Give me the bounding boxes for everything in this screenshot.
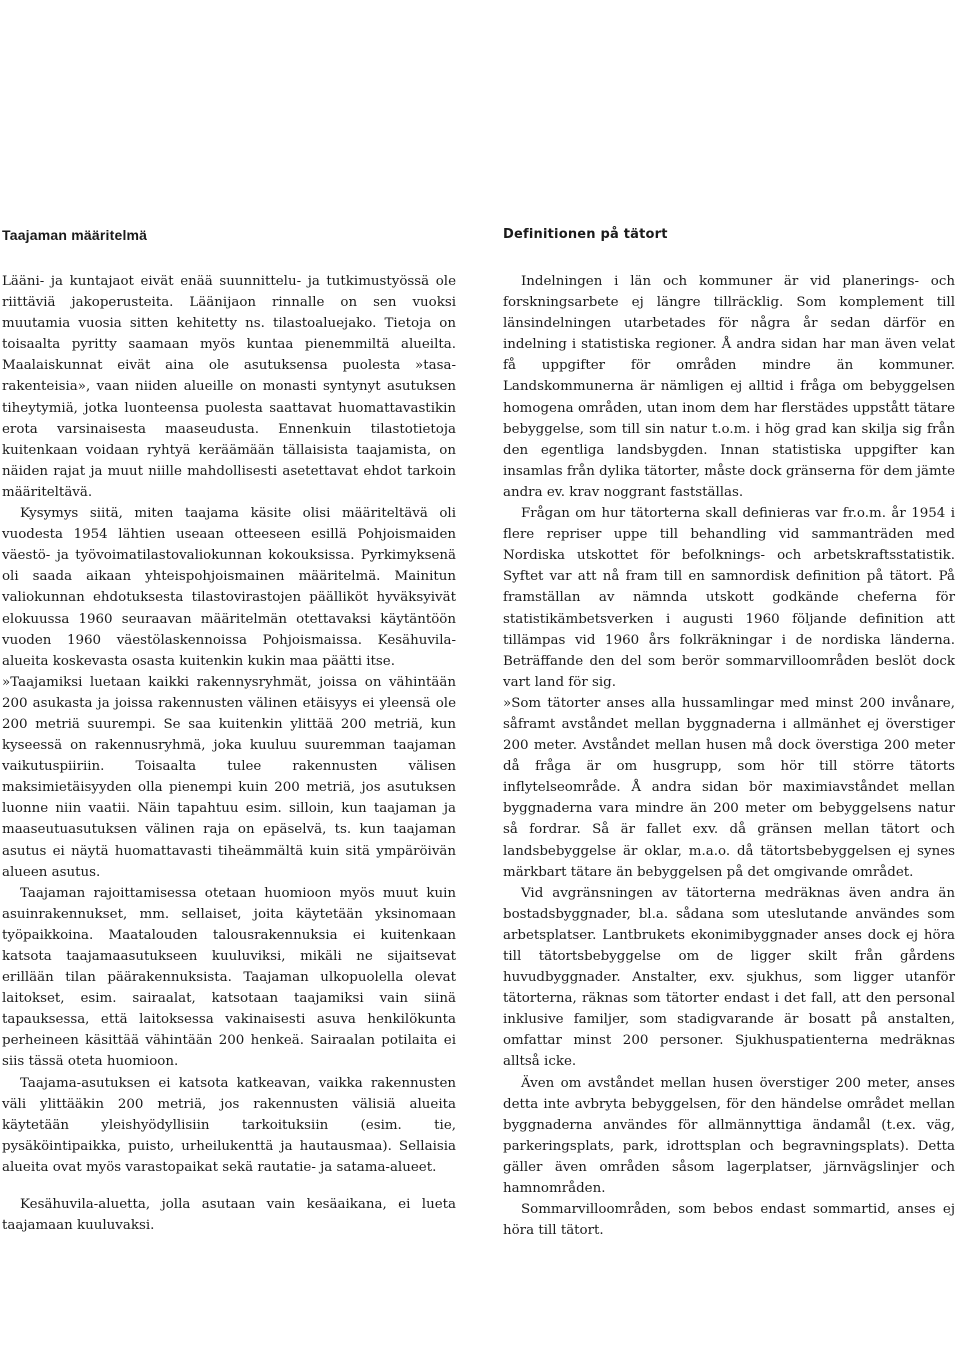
finnish-column — [2, 226, 456, 1236]
swedish-paragraph-6: Sommarvilloområden, som bebos endast sommartid, anses ej höra till tätort. — [503, 1202, 955, 1239]
swedish-paragraph-1: Indelningen i län och kommuner är vid planerings- och forskningsarbete ej längre tillräcklig. Som komplement till länsindelningen utarbetades för några år sedan därför en indelning i statistiska regioner. Å andra sidan har man även velat få uppgifter för områden mindre än kommuner. Landskommunerna är nämligen ej alltid i fråga om bebyggelsen homogena områden, utan inom dem har flerstädes uppstått tätare bebyggelse, som till sin natur t.o.m. i hög grad kan skilja sig från den egentliga landsbygden. Innan statistiska uppgifter kan insamlas från dylika tätorter, måste dock gränserna för dem jämte andra ev. krav noggrant fastställas. — [503, 274, 955, 500]
swedish-paragraph-4: Vid avgränsningen av tätorterna medräknas även andra än bostadsbyggnader, bl.a. sådana som uteslutande användes som arbetsplatser. Lantbrukets ekonimibyggnader anses dock ej höra till tätortsbebyggelse om de ligger skilt från gårdens huvudbyggnader. Anstalter, exv. sjukhus, som ligger utanför tätorterna, räknas som tätorter endast i det fall, att den personal inklusive familjer, som stadigvarande är bosatt på anstalten, omfattar minst 200 personer. Sjukhuspatienterna medräknas alltså icke. — [503, 885, 955, 1070]
swedish-column — [503, 226, 955, 1241]
finnish-heading: Taajaman määritelmä — [2, 227, 148, 243]
swedish-paragraph-3: »Som tätorter anses alla hussamlingar med minst 200 invånare, såframt avståndet mellan byggnaderna i allmänhet ej överstiger 200 meter. Avståndet mellan husen må dock överstiga 200 meter då fråga är om husgrupp, som hör till större tätorts inflytelseområde. Å andra sidan bör maximiavståndet mellan byggnaderna vara mindre än 200 meter om bebyggelsens natur så fordrar. Så är fallet exv. då gränsen mellan tätort och landsbebyggelse är oklar, m.a.o. då tätortsbebyggelsen ej synes märkbart tätare än bebyggelsen på det omgivande området. — [503, 695, 955, 880]
swedish-heading: Definitionen på tätort — [503, 227, 668, 242]
finnish-paragraph-5: Taajama-asutuksen ei katsota katkeavan, vaikka rakennusten väli ylittääkin 200 metriä, jos rakennusten välisiä alueita käytetään yleishyödyllisiin tarkoituksiin (esim. tie, pysäköintipaikka, puisto, urheilukenttä ja hautausmaa). Sellaisia alueita ovat myös varastopaikat sekä rautatie- ja satama-alueet. — [2, 1075, 456, 1175]
finnish-paragraph-1: Lääni- ja kuntajaot eivät enää suunnittelu- ja tutkimustyössä ole riittäviä jakoperusteita. Läänijaon rinnalle on sen vuoksi muutamia vuosia sitten kehitetty ns. tilastoaluejako. Tietoja on toisaalta pyritty saamaan myös kuntaa pienemmiltä alueilta. Maalaiskunnat eivät aina ole asutuksensa puolesta »tasa-rakenteisia», vaan niiden alueille on monasti syntynyt asutuksen tiheytymiä, jotka luonteensa puolesta saattavat huomattavastikin erota varsinaisesta maaseudusta. Ennenkuin tilastotietoja kuitenkaan voidaan ryhtyä keräämään tällaisista taajamista, on näiden rajat ja muut niille mahdollisesti asetettavat ehdot tarkoin määriteltävä. — [2, 274, 456, 500]
finnish-paragraph-4: Taajaman rajoittamisessa otetaan huomioon myös muut kuin asuinrakennukset, mm. sellaiset, joita käytetään yksinomaan työpaikkoina. Maatalouden talousrakennuksia ei kuitenkaan katsota taajamaasutukseen kuuluviksi, mikäli ne sijaitsevat erillään tilan päärakennuksista. Taajaman ulkopuolella olevat laitokset, esim. sairaalat, katsotaan taajamiksi vain siinä tapauksessa, että laitoksessa vakinaisesti asuva henkilökunta perheineen käsittää vähintään 200 henkeä. Sairaalan potilaita ei siis tässä oteta huomioon. — [2, 885, 456, 1070]
finnish-paragraph-6: Kesähuvila-aluetta, jolla asutaan vain kesäaikana, ei lueta taajamaan kuuluvaksi. — [2, 1197, 456, 1234]
finnish-paragraph-3: »Taajamiksi luetaan kaikki rakennysryhmät, joissa on vähintään 200 asukasta ja joissa rakennusten välinen etäisyys ei yleensä ole 200 metriä suurempi. Se saa kuitenkin ylittää 200 metriä, kun kyseessä on rakennusryhmä, joka kuuluu suuremman taajaman vaikutuspiiriin. Toisaalta tulee rakennusten välisen maksimietäisyyden olla pienempi kuin 200 metriä, jos asutuksen luonne niin vaatii. Näin tapahtuu esim. silloin, kun taajaman ja maaseutuasutuksen välinen raja on epäselvä, ts. kun taajaman asutus ei näytä huomattavasti tiheämmältä kuin sitä ympäröivän alueen asutus. — [2, 674, 456, 880]
swedish-paragraph-5: Även om avståndet mellan husen överstiger 200 meter, anses detta inte avbryta bebyggelsen, för den händelse området mellan byggnaderna användes för allmännyttiga ändamål (t.ex. väg, parkeringsplats, park, idrottsplan och begravningsplats). Detta gäller även områden såsom lagerplatser, järnvägslinjer och hamnområden. — [503, 1075, 955, 1197]
finnish-paragraph-2: Kysymys siitä, miten taajama käsite olisi määriteltävä oli vuodesta 1954 lähtien useaan otteeseen esillä Pohjoismaiden väestö- ja työvoimatilastovaliokunnan kokouksissa. Pyrkimyksenä oli saada aikaan yhteispohjoismainen määritelmä. Mainitun valiokunnan ehdotuksesta tilastovirastojen päälliköt hyväksyivät elokuussa 1960 seuraavan määritelmän otettavaksi käytäntöön vuoden 1960 väestölaskennoissa Pohjoismaissa. Kesähuvila-alueita koskevasta osasta kuitenkin kukin maa päätti itse. — [2, 506, 456, 669]
swedish-paragraph-2: Frågan om hur tätorterna skall definieras var fr.o.m. år 1954 i flere repriser uppe till behandling vid sammanträden med Nordiska utskottet för befolknings- och arbetskraftsstatistik. Syftet var att nå fram till en samnordisk definition på tätort. På framställan av nämnda utskott godkände cheferna för statistikämbetsverken i augusti 1960 följande definition att tillämpas vid 1960 års folkräkningar i de nordiska länderna. Beträffande den del som berör sommarvilloområden beslöt dock vart land för sig. — [503, 506, 955, 690]
